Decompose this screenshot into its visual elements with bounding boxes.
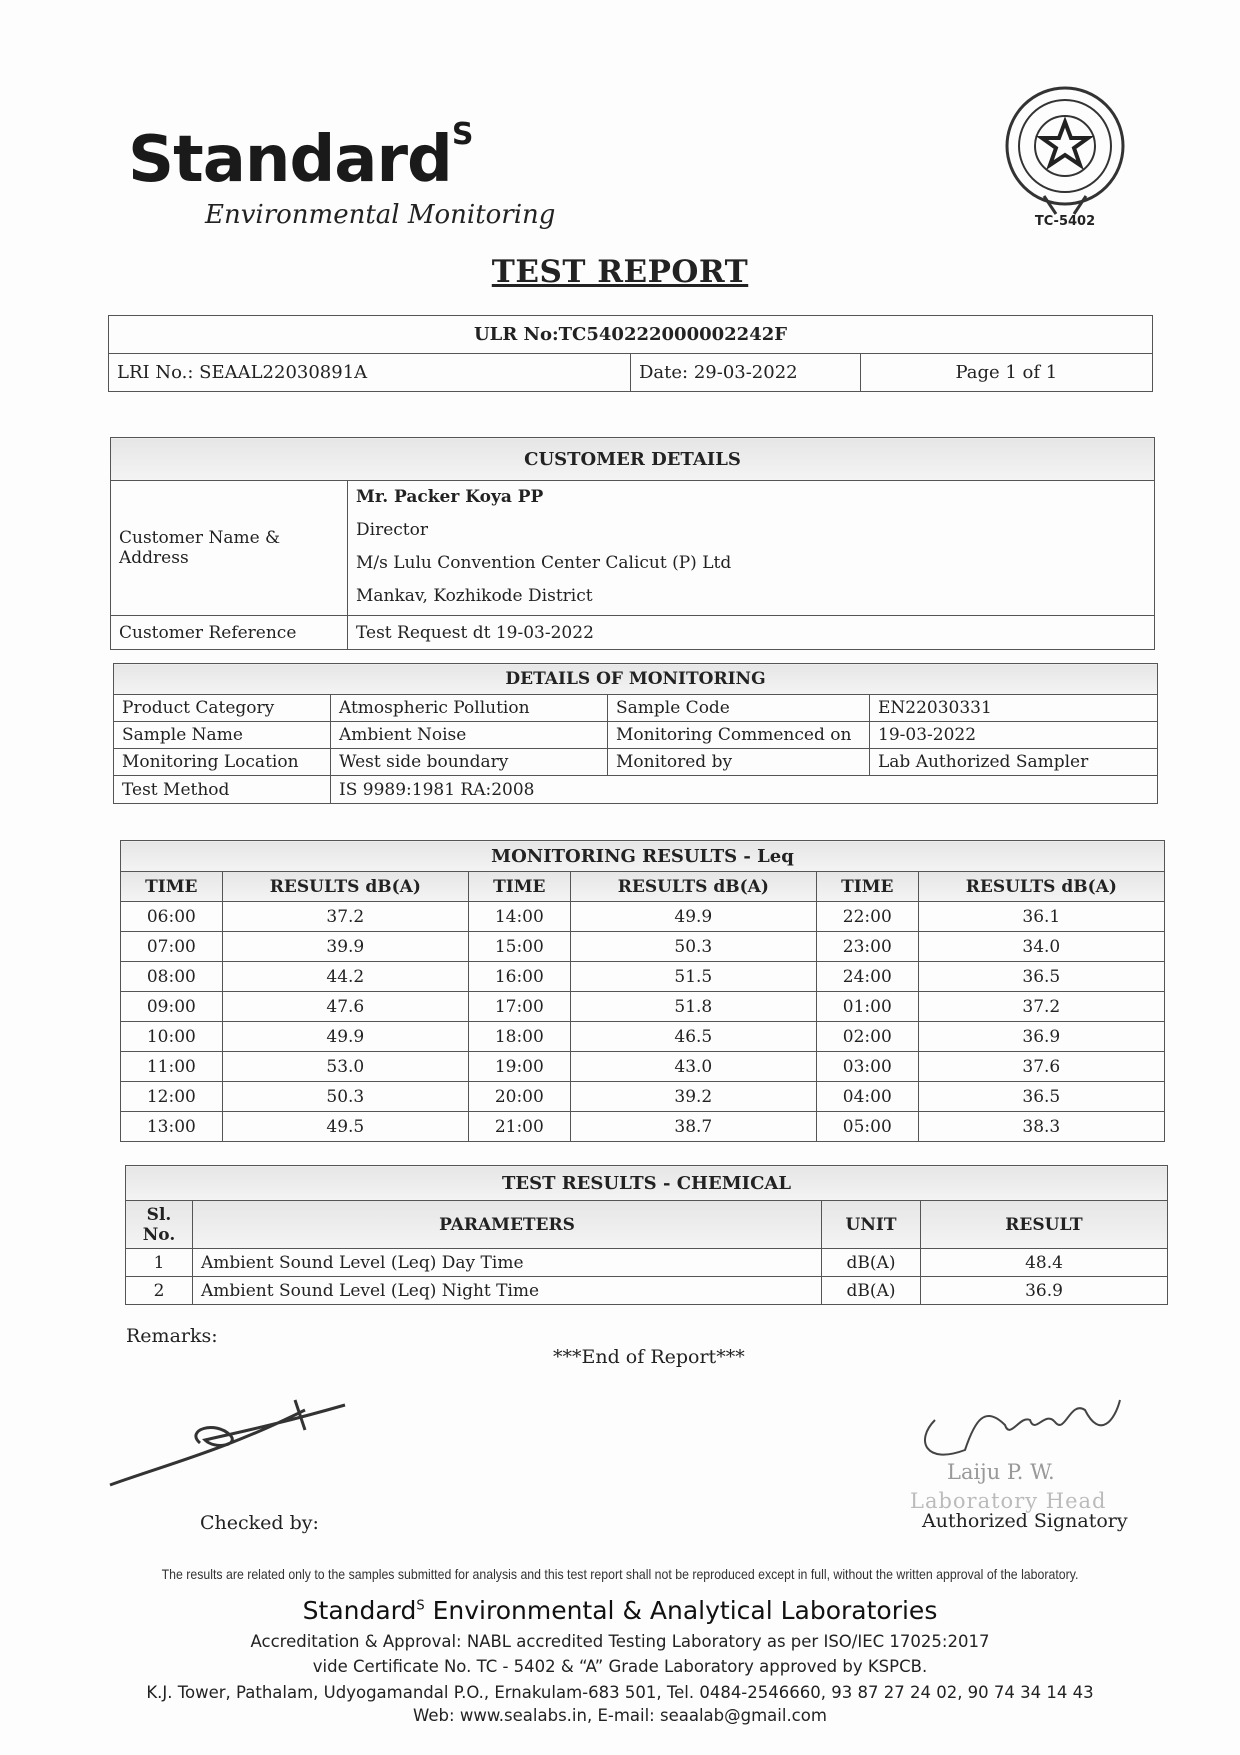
results-heading: MONITORING RESULTS - Leq <box>121 841 1165 872</box>
remarks-label: Remarks: <box>126 1325 218 1347</box>
result-cell: 36.5 <box>918 962 1164 992</box>
footer-address: K.J. Tower, Pathalam, Udyogamandal P.O., Ernakulam-683 501, Tel. 0484-2546660, 93 87 27 24 02, 90 74 34 14 43 <box>146 1683 1094 1702</box>
result-cell: 39.2 <box>570 1082 816 1112</box>
time-cell: 06:00 <box>121 902 223 932</box>
end-of-report: ***End of Report*** <box>553 1346 745 1368</box>
time-cell: 04:00 <box>816 1082 918 1112</box>
chemical-heading: TEST RESULTS - CHEMICAL <box>126 1166 1168 1201</box>
result-cell: 49.9 <box>570 902 816 932</box>
report-info-table <box>108 315 1153 392</box>
result-cell: 49.5 <box>222 1112 468 1142</box>
chemical-cell: dB(A) <box>822 1249 921 1277</box>
result-cell: 46.5 <box>570 1022 816 1052</box>
footer-accreditation: Accreditation & Approval: NABL accredited Testing Laboratory as per ISO/IEC 17025:2017 <box>250 1632 990 1651</box>
footer-org-name-main: Standard <box>302 1596 417 1625</box>
time-cell: 09:00 <box>121 992 223 1022</box>
col-sl-no <box>126 1201 193 1249</box>
chemical-cell: dB(A) <box>822 1277 921 1305</box>
customer-name-label: Customer Name & Address <box>111 481 348 616</box>
ulr-number: ULR No:TC540222000002242F <box>109 316 1153 354</box>
monitoring-cell: EN22030331 <box>870 695 1158 722</box>
monitoring-cell: West side boundary <box>331 749 608 776</box>
results-row <box>121 1082 1165 1112</box>
customer-reference-label: Customer Reference <box>111 616 348 650</box>
disclaimer: The results are related only to the samples submitted for analysis and this test report shall not be reproduced except in full, without the written approval of the laboratory. <box>161 1566 1079 1582</box>
results-column-header: RESULTS dB(A) <box>570 872 816 902</box>
result-cell: 34.0 <box>918 932 1164 962</box>
monitoring-row <box>114 749 1158 776</box>
time-cell: 23:00 <box>816 932 918 962</box>
monitoring-details-table <box>113 663 1158 804</box>
authorized-signatory-label: Authorized Signatory <box>922 1510 1128 1532</box>
chemical-results-table <box>125 1165 1168 1305</box>
authorized-signature-icon <box>905 1380 1135 1470</box>
result-cell: 37.6 <box>918 1052 1164 1082</box>
chemical-cell: Ambient Sound Level (Leq) Day Time <box>193 1249 822 1277</box>
chemical-cell: 36.9 <box>921 1277 1168 1305</box>
company-logo <box>128 117 473 197</box>
time-cell: 17:00 <box>468 992 570 1022</box>
footer-org-name <box>0 1596 1240 1625</box>
signatory-name: Laiju P. W. <box>947 1460 1055 1484</box>
accreditation-seal-icon <box>1000 78 1130 228</box>
logo-superscript: S <box>451 117 473 152</box>
monitoring-cell: Lab Authorized Sampler <box>870 749 1158 776</box>
footer-web: Web: www.sealabs.in, E-mail: seaalab@gmail.com <box>413 1706 827 1725</box>
monitoring-heading: DETAILS OF MONITORING <box>114 664 1158 695</box>
results-column-header: RESULTS dB(A) <box>222 872 468 902</box>
seal-code: TC-5402 <box>1034 214 1096 229</box>
time-cell: 21:00 <box>468 1112 570 1142</box>
chemical-cell: 1 <box>126 1249 193 1277</box>
customer-reference-value: Test Request dt 19-03-2022 <box>348 616 1155 650</box>
time-cell: 07:00 <box>121 932 223 962</box>
result-cell: 38.7 <box>570 1112 816 1142</box>
result-cell: 38.3 <box>918 1112 1164 1142</box>
result-cell: 36.1 <box>918 902 1164 932</box>
customer-designation: Director <box>356 520 428 540</box>
time-cell: 01:00 <box>816 992 918 1022</box>
footer-org-sup: S <box>416 1598 425 1614</box>
chemical-cell: Ambient Sound Level (Leq) Night Time <box>193 1277 822 1305</box>
footer-org-name-rest: Environmental & Analytical Laboratories <box>424 1596 938 1625</box>
chemical-cell: 2 <box>126 1277 193 1305</box>
customer-address: Mankav, Kozhikode District <box>356 586 593 606</box>
monitoring-cell: Monitoring Commenced on <box>608 722 870 749</box>
time-cell: 12:00 <box>121 1082 223 1112</box>
time-cell: 14:00 <box>468 902 570 932</box>
chemical-row <box>126 1277 1168 1305</box>
result-cell: 37.2 <box>918 992 1164 1022</box>
time-cell: 10:00 <box>121 1022 223 1052</box>
result-cell: 39.9 <box>222 932 468 962</box>
col-result: RESULT <box>921 1201 1168 1249</box>
footer-certificate: vide Certificate No. TC - 5402 & “A” Grade Laboratory approved by KSPCB. <box>312 1657 928 1676</box>
signatory-title: Laboratory Head <box>910 1489 1107 1513</box>
time-cell: 02:00 <box>816 1022 918 1052</box>
time-cell: 11:00 <box>121 1052 223 1082</box>
col-sl-label: Sl. <box>146 1204 172 1225</box>
result-cell: 36.5 <box>918 1082 1164 1112</box>
results-row <box>121 962 1165 992</box>
chemical-row <box>126 1249 1168 1277</box>
results-row <box>121 932 1165 962</box>
result-cell: 49.9 <box>222 1022 468 1052</box>
monitoring-cell: Monitored by <box>608 749 870 776</box>
time-cell: 16:00 <box>468 962 570 992</box>
customer-company: M/s Lulu Convention Center Calicut (P) Ltd <box>356 553 732 573</box>
time-cell: 19:00 <box>468 1052 570 1082</box>
monitoring-row <box>114 695 1158 722</box>
time-cell: 24:00 <box>816 962 918 992</box>
col-parameters: PARAMETERS <box>193 1201 822 1249</box>
col-no-label: No. <box>142 1224 176 1245</box>
monitoring-cell: Atmospheric Pollution <box>331 695 608 722</box>
monitoring-cell: Product Category <box>114 695 331 722</box>
lri-number: LRI No.: SEAAL22030891A <box>109 354 631 392</box>
monitoring-row <box>114 722 1158 749</box>
monitoring-cell: 19-03-2022 <box>870 722 1158 749</box>
test-method-label: Test Method <box>114 776 331 804</box>
report-date: Date: 29-03-2022 <box>631 354 861 392</box>
logo-subtitle: Environmental Monitoring <box>205 200 556 230</box>
logo-text: Standard <box>128 123 452 197</box>
results-row <box>121 902 1165 932</box>
result-cell: 36.9 <box>918 1022 1164 1052</box>
time-cell: 08:00 <box>121 962 223 992</box>
checked-by-label: Checked by: <box>200 1512 319 1534</box>
result-cell: 53.0 <box>222 1052 468 1082</box>
customer-heading: CUSTOMER DETAILS <box>111 438 1155 481</box>
monitoring-cell: Monitoring Location <box>114 749 331 776</box>
monitoring-cell: Sample Code <box>608 695 870 722</box>
page-number: Page 1 of 1 <box>860 354 1152 392</box>
checker-signature-icon <box>105 1395 365 1505</box>
result-cell: 44.2 <box>222 962 468 992</box>
results-column-header: TIME <box>121 872 223 902</box>
result-cell: 37.2 <box>222 902 468 932</box>
time-cell: 18:00 <box>468 1022 570 1052</box>
time-cell: 20:00 <box>468 1082 570 1112</box>
time-cell: 05:00 <box>816 1112 918 1142</box>
result-cell: 47.6 <box>222 992 468 1022</box>
result-cell: 51.8 <box>570 992 816 1022</box>
results-row <box>121 1112 1165 1142</box>
results-row <box>121 1022 1165 1052</box>
result-cell: 50.3 <box>222 1082 468 1112</box>
results-column-header: TIME <box>468 872 570 902</box>
result-cell: 43.0 <box>570 1052 816 1082</box>
results-column-header: TIME <box>816 872 918 902</box>
time-cell: 03:00 <box>816 1052 918 1082</box>
results-row <box>121 992 1165 1022</box>
result-cell: 50.3 <box>570 932 816 962</box>
chemical-cell: 48.4 <box>921 1249 1168 1277</box>
results-column-header: RESULTS dB(A) <box>918 872 1164 902</box>
time-cell: 15:00 <box>468 932 570 962</box>
monitoring-results-table <box>120 840 1165 1142</box>
monitoring-cell: Ambient Noise <box>331 722 608 749</box>
test-method-value: IS 9989:1981 RA:2008 <box>331 776 1158 804</box>
customer-details-table <box>110 437 1155 650</box>
monitoring-cell: Sample Name <box>114 722 331 749</box>
page-title: TEST REPORT <box>491 254 749 290</box>
time-cell: 22:00 <box>816 902 918 932</box>
customer-name: Mr. Packer Koya PP <box>356 487 544 507</box>
col-unit: UNIT <box>822 1201 921 1249</box>
result-cell: 51.5 <box>570 962 816 992</box>
results-row <box>121 1052 1165 1082</box>
time-cell: 13:00 <box>121 1112 223 1142</box>
